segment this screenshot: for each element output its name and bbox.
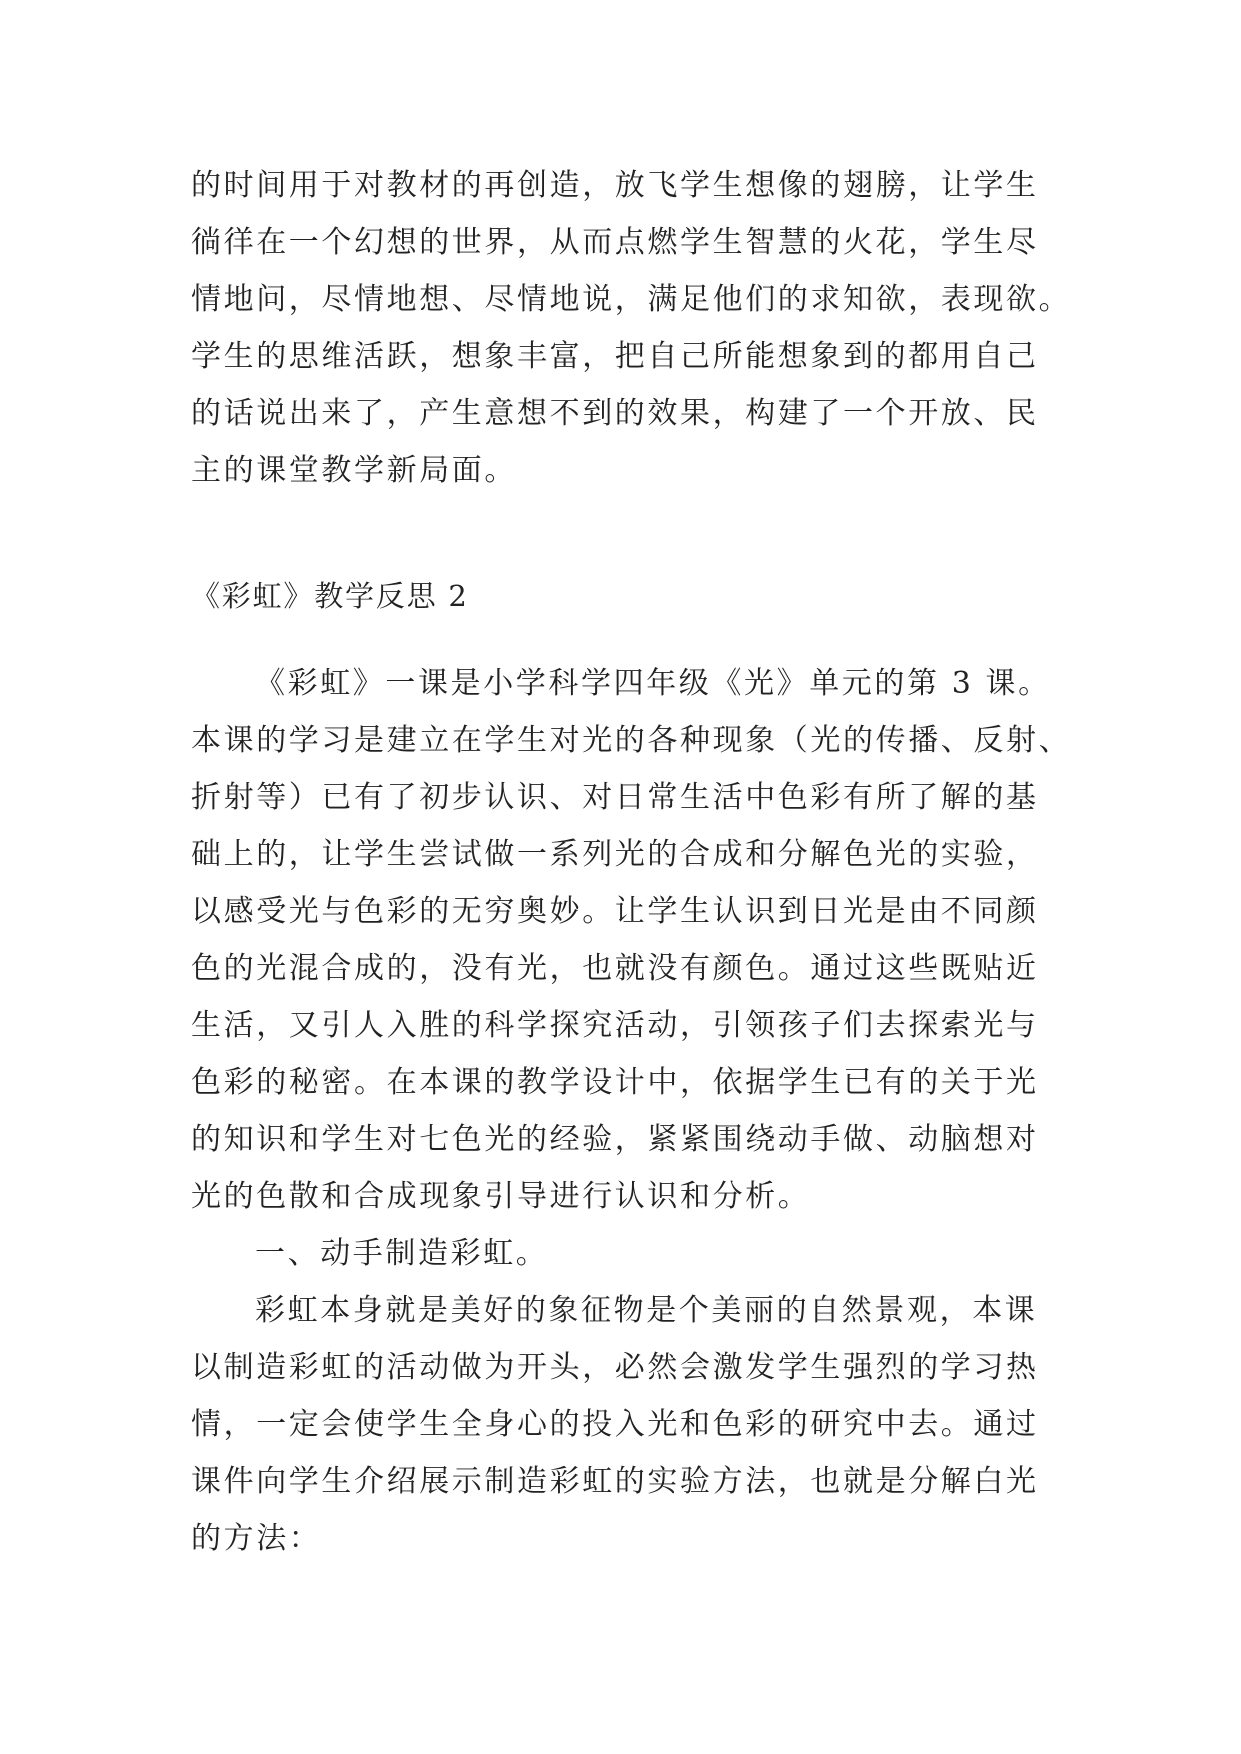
text-line: 《彩虹》一课是小学科学四年级《光》单元的第 3 课。 [255, 666, 1051, 701]
text-line: 本课的学习是建立在学生对光的各种现象（光的传播、反射、 [191, 723, 1072, 758]
text-line: 色的光混合成的，没有光，也就没有颜色。通过这些既贴近 [191, 951, 1039, 986]
text-line: 情地问，尽情地想、尽情地说，满足他们的求知欲，表现欲。 [191, 282, 1072, 317]
text-line: 生活，又引人入胜的科学探究活动，引领孩子们去探索光与 [191, 1008, 1039, 1043]
text-line: 主的课堂教学新局面。 [191, 453, 517, 488]
text-line: 彩虹本身就是美好的象征物是个美丽的自然景观，本课 [255, 1293, 1038, 1328]
text-line: 的知识和学生对七色光的经验，紧紧围绕动手做、动脑想对 [191, 1122, 1039, 1157]
text-line: 课件向学生介绍展示制造彩虹的实验方法，也就是分解白光 [191, 1464, 1039, 1499]
text-line: 的时间用于对教材的再创造，放飞学生想像的翅膀，让学生 [191, 168, 1039, 203]
paragraph-main [191, 598, 1071, 1567]
text-line: 色彩的秘密。在本课的教学设计中，依据学生已有的关于光 [191, 1065, 1039, 1100]
text-line: 的话说出来了，产生意想不到的效果，构建了一个开放、民 [191, 396, 1039, 431]
section-title: 《彩虹》教学反思 2 [191, 579, 469, 613]
text-line: 情，一定会使学生全身心的投入光和色彩的研究中去。通过 [191, 1407, 1039, 1442]
text-line: 学生的思维活跃，想象丰富，把自己所能想象到的都用自己 [191, 339, 1039, 374]
text-line: 折射等）已有了初步认识、对日常生活中色彩有所了解的基 [191, 780, 1039, 815]
text-line: 以感受光与色彩的无穷奥妙。让学生认识到日光是由不同颜 [191, 894, 1039, 929]
text-line: 础上的，让学生尝试做一系列光的合成和分解色光的实验， [191, 837, 1039, 872]
text-line: 光的色散和合成现象引导进行认识和分析。 [191, 1179, 811, 1214]
text-line: 以制造彩虹的活动做为开头，必然会激发学生强烈的学习热 [191, 1350, 1039, 1385]
text-line: 徜徉在一个幻想的世界，从而点燃学生智慧的火花，学生尽 [191, 225, 1039, 260]
text-line: 的方法： [191, 1521, 322, 1556]
paragraph-intro [191, 157, 1071, 499]
subheading: 一、动手制造彩虹。 [255, 1236, 549, 1271]
